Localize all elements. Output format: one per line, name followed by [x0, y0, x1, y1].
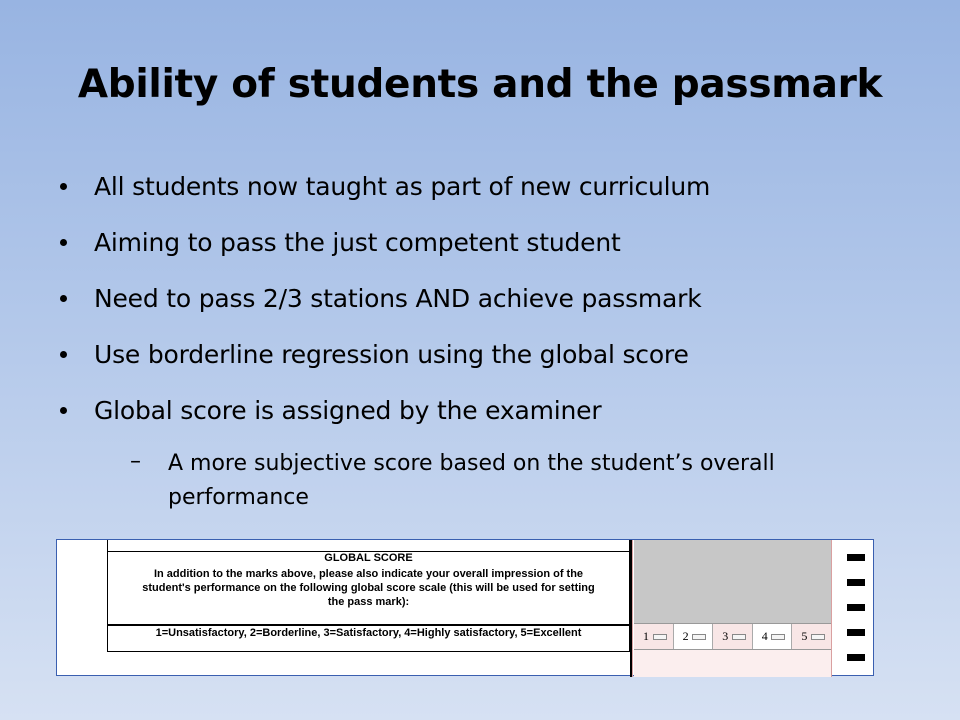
checkbox-icon [692, 634, 706, 640]
description-line-1: In addition to the marks above, please also indicate your overall impression of the [153, 568, 584, 580]
bullet-dot-icon [60, 183, 67, 190]
registration-mark-icon [847, 629, 865, 636]
score-options [634, 623, 831, 650]
sub-bullet-line-1: A more subjective score based on the student’s overall [168, 451, 775, 476]
registration-mark-icon [847, 579, 865, 586]
global-score-box [107, 540, 630, 652]
grey-panel [634, 540, 831, 623]
score-option-label: 1 [643, 629, 649, 643]
description-line-2: student's performance on the following global score scale (this will be used for setting [142, 582, 595, 594]
score-option-1[interactable] [634, 624, 674, 649]
registration-mark-icon [847, 654, 865, 661]
bullet-item [60, 172, 920, 228]
bullet-dot-icon [60, 239, 67, 246]
bullet-item [60, 340, 920, 396]
bullet-text: All students now taught as part of new curriculum [94, 172, 711, 201]
bullet-dot-icon [60, 407, 67, 414]
registration-mark-icon [847, 554, 865, 561]
score-option-label: 2 [682, 629, 689, 643]
slide-title: Ability of students and the passmark [77, 62, 883, 107]
score-option-2[interactable] [674, 624, 714, 649]
bullet-dot-icon [60, 351, 67, 358]
score-option-5[interactable] [792, 624, 831, 649]
score-option-label: 5 [801, 629, 808, 643]
bullet-item [60, 396, 920, 452]
sub-bullet-line-2: performance [168, 485, 309, 510]
global-score-form-image [56, 539, 874, 676]
global-score-description [116, 567, 621, 609]
bullet-text: Global score is assigned by the examiner [94, 396, 602, 425]
description-line-3: the pass mark): [327, 596, 410, 608]
form-divider-right [831, 540, 832, 677]
score-option-label: 3 [722, 629, 729, 643]
registration-mark-icon [847, 604, 865, 611]
bullet-item [60, 284, 920, 340]
bullet-text: Need to pass 2/3 stations AND achieve passmark [94, 284, 702, 313]
sub-bullet-dash: – [130, 449, 141, 474]
sub-bullet-text [168, 447, 903, 515]
lower-panel [634, 650, 831, 677]
global-score-heading: GLOBAL SCORE [324, 552, 413, 564]
bullet-dot-icon [60, 295, 67, 302]
score-option-3[interactable] [713, 624, 753, 649]
checkbox-icon [653, 634, 667, 640]
bullet-text: Use borderline regression using the global score [94, 340, 689, 369]
form-divider-red [632, 540, 633, 677]
form-rule-bottom [108, 624, 629, 626]
bullet-text: Aiming to pass the just competent student [94, 228, 621, 257]
score-option-label: 4 [761, 629, 768, 643]
checkbox-icon [771, 634, 785, 640]
registration-marks [847, 554, 865, 679]
checkbox-icon [732, 634, 746, 640]
bullet-item [60, 228, 920, 284]
bullet-list [60, 172, 920, 452]
checkbox-icon [811, 634, 825, 640]
score-option-4[interactable] [753, 624, 793, 649]
global-score-scale: 1=Unsatisfactory, 2=Borderline, 3=Satisfactory, 4=Highly satisfactory, 5=Excellent [155, 627, 582, 639]
